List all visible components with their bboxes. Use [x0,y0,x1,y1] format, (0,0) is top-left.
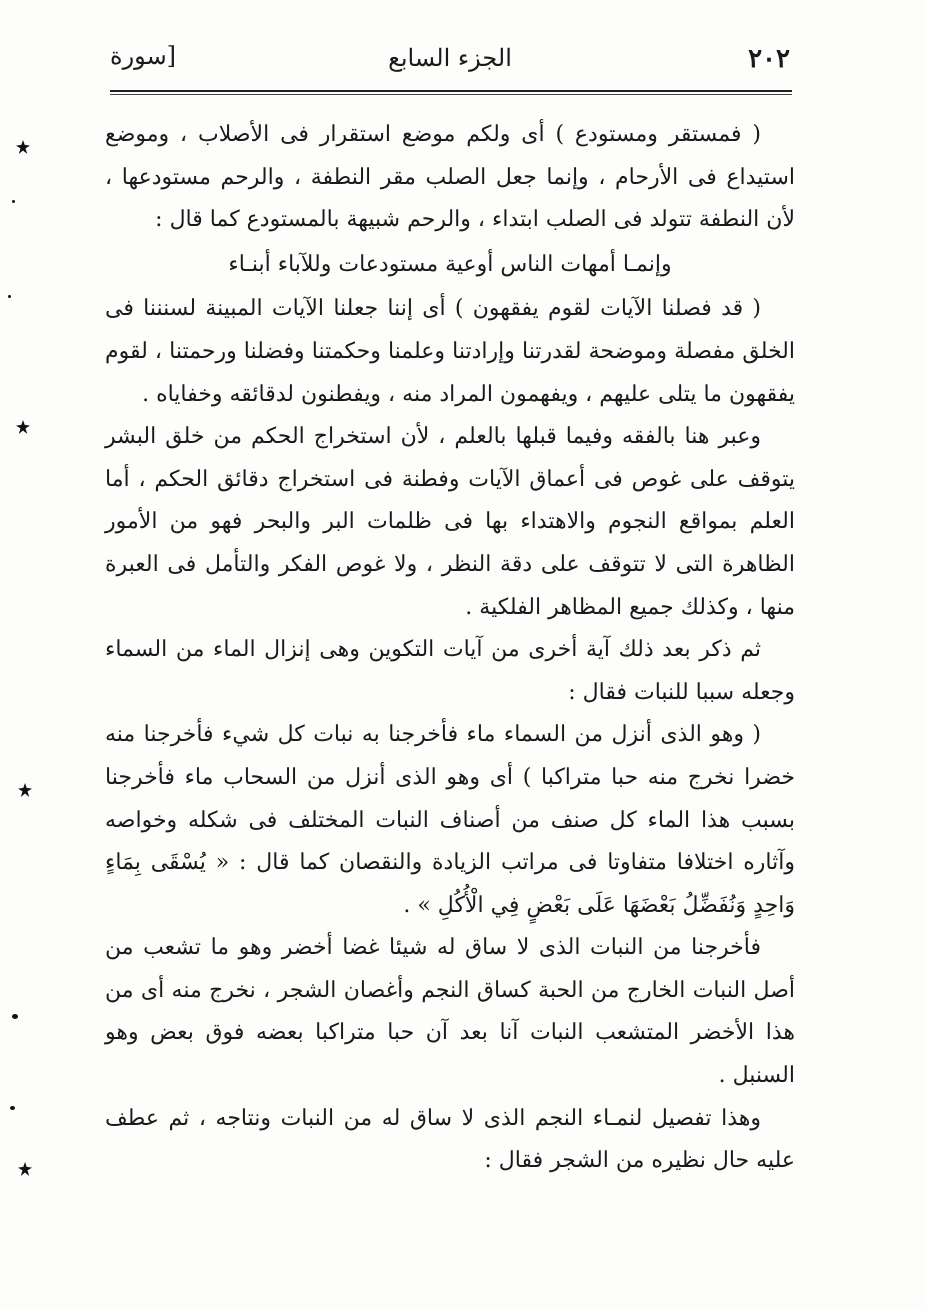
body-text [105,114,795,1183]
page-number: ٢٠٢ [748,44,790,74]
header-rule-thin [110,94,792,95]
paragraph-rain-sign: ثم ذكر بعد ذلك آية أخرى من آيات التكوين وهى إنزال الماء من السماء وجعله سببا للنبات فقال : [105,637,795,705]
margin-speck [12,1014,18,1019]
paragraph-khadira: فأخرجنا من النبات الذى لا ساق له شيئا غضا أخضر وهو ما تشعب من أصل النبات الخارج من الحبة كساق النجم وأغصان الشجر ، نخرج منه أى من هذا الأخضر المتشعب النبات آنا بعد آن حبا متراكبا بعضه فوق بعض وهو السنبل . [105,935,795,1089]
poetry-verse: وإنمـا أمهات الناس أوعية مستودعات وللآباء أبنـاء [228,251,672,277]
paragraph-fiqh-vs-ilm: وعبر هنا بالفقه وفيما قبلها بالعلم ، لأن استخراج الحكم من خلق البشر يتوقف على غوص فى أعماق الآيات وفطنة فى استخراج دقائق الحكم ، أما العلم بمواقع النجوم والاهتداء بها فى ظلمات البر والبحر فهو من الأمور الظاهرة التى لا تتوقف على دقة النظر ، ولا غوص الفكر والتأمل فى العبرة منها ، وكذلك جميع المظاهر الفلكية . [105,424,795,620]
margin-speck [16,420,30,434]
header-rule [110,90,792,92]
margin-speck [18,1162,32,1176]
margin-speck [16,140,30,154]
paragraph-tafsil-nama: وهذا تفصيل لنمـاء النجم الذى لا ساق له من النبات ونتاجه ، ثم عطف عليه حال نظيره من الشجر فقال : [105,1105,795,1174]
page-header [110,38,790,82]
margin-speck [10,1106,15,1110]
margin-speck [8,295,11,298]
margin-speck [18,783,32,797]
margin-speck [12,200,15,203]
part-title: الجزء السابع [388,44,512,72]
paragraph-mustaqar: ( فمستقر ومستودع ) أى ولكم موضع استقرار فى الأصلاب ، وموضع استيداع فى الأرحام ، وإنما جعل الصلب مقر النطفة ، والرحم مستودعها ، لأن النطفة تتولد فى الصلب ابتداء ، والرحم شبيهة بالمستودع كما قال : [105,122,795,233]
paragraph-anzala-ma: ( وهو الذى أنزل من السماء ماء فأخرجنا به نبات كل شيء فأخرجنا منه خضرا نخرج منه حبا متراكبا ) أى وهو الذى أنزل من السحاب ماء فأخرجنا بسبب هذا الماء كل صنف من أصناف النبات المختلف فى شكله وخواصه وآثاره اختلافا متفاوتا فى مراتب الزيادة والنقصان كما قال : « يُسْقَى بِمَاءٍ وَاحِدٍ وَنُفَضِّلُ بَعْضَهَا عَلَى بَعْضٍ فِي الْأُكُلِ » . [105,722,795,918]
paragraph-fassalna: ( قد فصلنا الآيات لقوم يفقهون ) أى إننا جعلنا الآيات المبينة لسنننا فى الخلق مفصلة وموضحة لقدرتنا وإرادتنا وعلمنا وحكمتنا وفضلنا ورحمتنا ، لقوم يفقهون ما يتلى عليهم ، ويفهمون المراد منه ، ويفطنون لدقائقه وخفاياه . [105,296,795,407]
surah-label: [سورة [110,42,177,70]
